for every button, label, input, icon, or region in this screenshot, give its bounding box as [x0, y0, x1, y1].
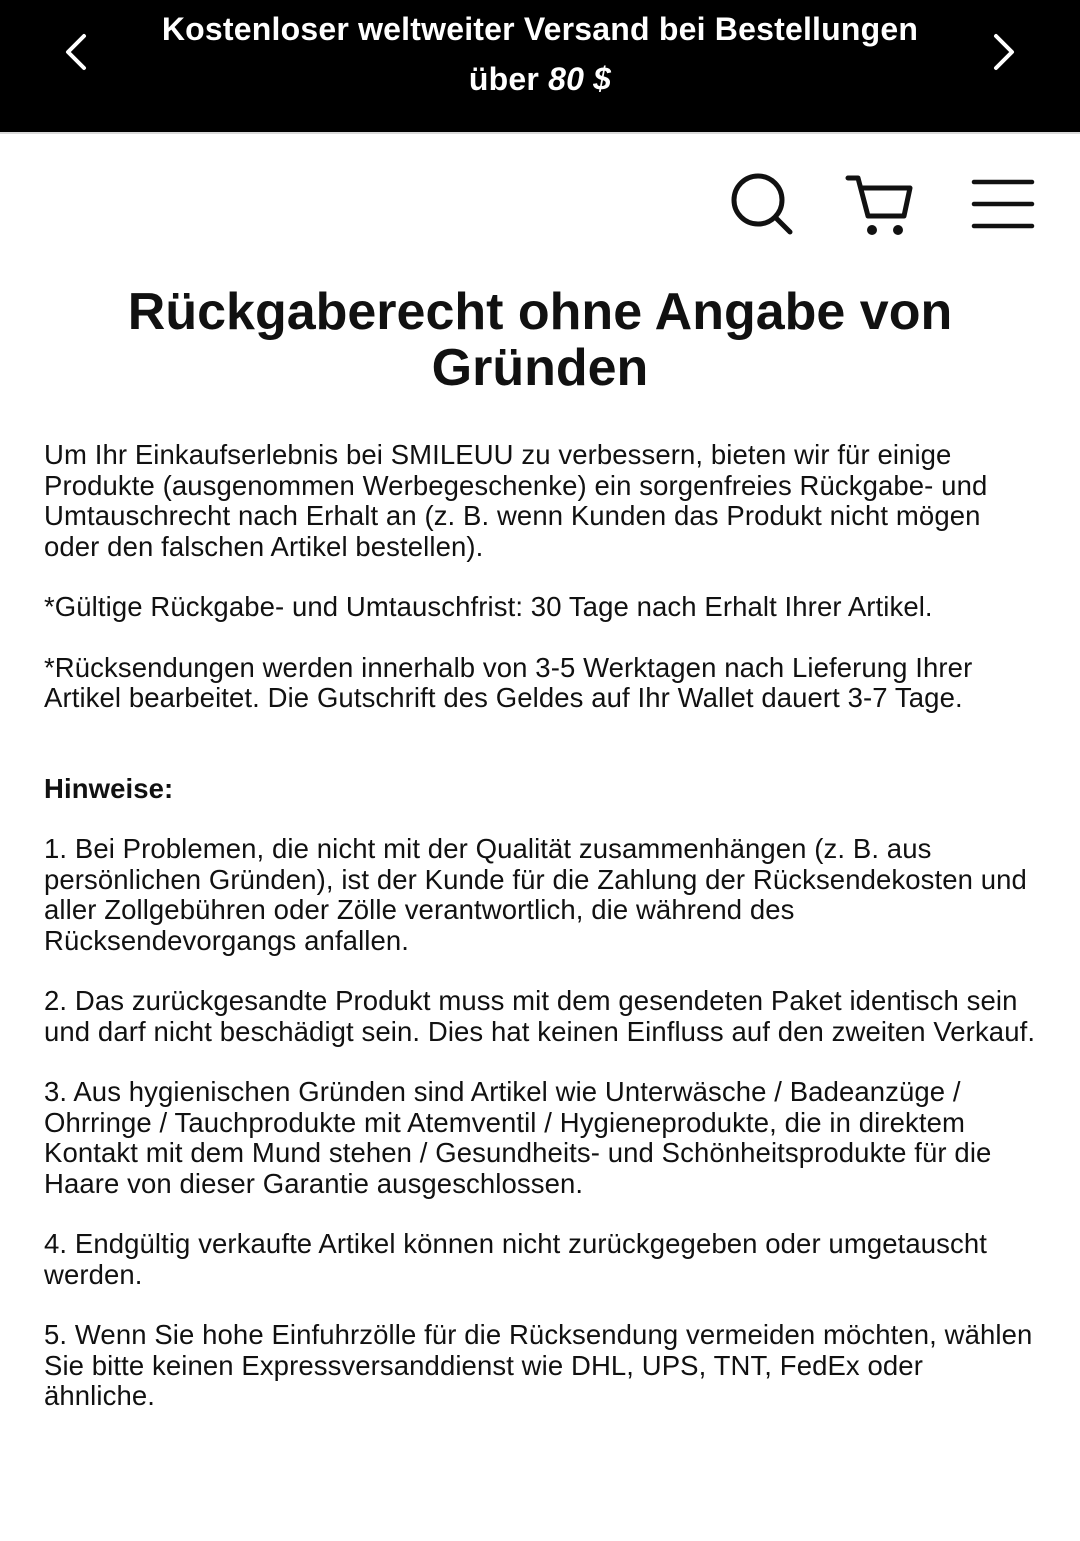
- processing-note: *Rücksendungen werden innerhalb von 3-5 Werktagen nach Lieferung Ihrer Artikel bearbeitet. Die Gutschrift des Geldes auf Ihr Wallet dauert 3-7 Tage.: [44, 651, 973, 713]
- return-period-note: *Gültige Rückgabe- und Umtauschfrist: 30 Tage nach Erhalt Ihrer Artikel.: [44, 591, 933, 622]
- intro-paragraph: Um Ihr Einkaufserlebnis bei SMILEUU zu verbessern, bieten wir für einige Produkte (ausgenommen Werbegeschenke) ein sorgenfreies Rückgabe- und Umtauschrecht nach Erhalt an (z. B. wenn Kunden das Produkt nicht mögen oder den falschen Artikel bestellen).: [44, 439, 988, 562]
- announcement-bar: [0, 0, 1080, 134]
- note-item: 3. Aus hygienischen Gründen sind Artikel wie Unterwäsche / Badeanzüge / Ohrringe / Tauchprodukte mit Atemventil / Hygieneprodukte, die in direktem Kontakt mit dem Mund stehen / Gesundheits- und Schönheitsprodukte für die Haare von dieser Garantie ausgeschlossen.: [44, 1076, 992, 1199]
- note-item: 4. Endgültig verkaufte Artikel können nicht zurückgegeben oder umgetauscht werden.: [44, 1228, 987, 1290]
- announcement-text: [120, 4, 960, 104]
- note-item: 5. Wenn Sie hohe Einfuhrzölle für die Rücksendung vermeiden möchten, wählen Sie bitte keinen Expressversanddienst wie DHL, UPS, TNT, FedEx oder ähnliche.: [44, 1319, 1033, 1411]
- announcement-prefix: über: [468, 61, 539, 97]
- chevron-right-icon: [990, 32, 1018, 72]
- announcement-main-text: Kostenloser weltweiter Versand bei Bestellungen: [161, 11, 919, 47]
- cart-icon: [844, 170, 916, 242]
- announcement-next-button[interactable]: [980, 28, 1028, 76]
- note-item: 2. Das zurückgesandte Produkt muss mit dem gesendeten Paket identisch sein und darf nicht beschädigt sein. Dies hat keinen Einfluss auf den zweiten Verkauf.: [44, 985, 1036, 1047]
- note-item: 1. Bei Problemen, die nicht mit der Qualität zusammenhängen (z. B. aus persönlichen Gründen), ist der Kunde für die Zahlung der Rücksendekosten und aller Zollgebühren oder Zölle verantwortlich, die während des Rücksendevorgangs anfallen.: [44, 833, 1027, 956]
- search-button[interactable]: [728, 170, 796, 238]
- search-icon: [728, 170, 796, 238]
- site-header: [0, 134, 1080, 274]
- chevron-left-icon: [62, 32, 90, 72]
- page-title: Rückgaberecht ohne Angabe von Gründen: [127, 283, 953, 397]
- menu-icon: [968, 174, 1038, 234]
- policy-content: [44, 440, 1036, 1442]
- notes-heading: Hinweise:: [44, 772, 174, 804]
- cart-button[interactable]: [844, 170, 916, 242]
- announcement-prev-button[interactable]: [52, 28, 100, 76]
- menu-button[interactable]: [968, 174, 1038, 234]
- announcement-amount: 80 $: [548, 61, 612, 97]
